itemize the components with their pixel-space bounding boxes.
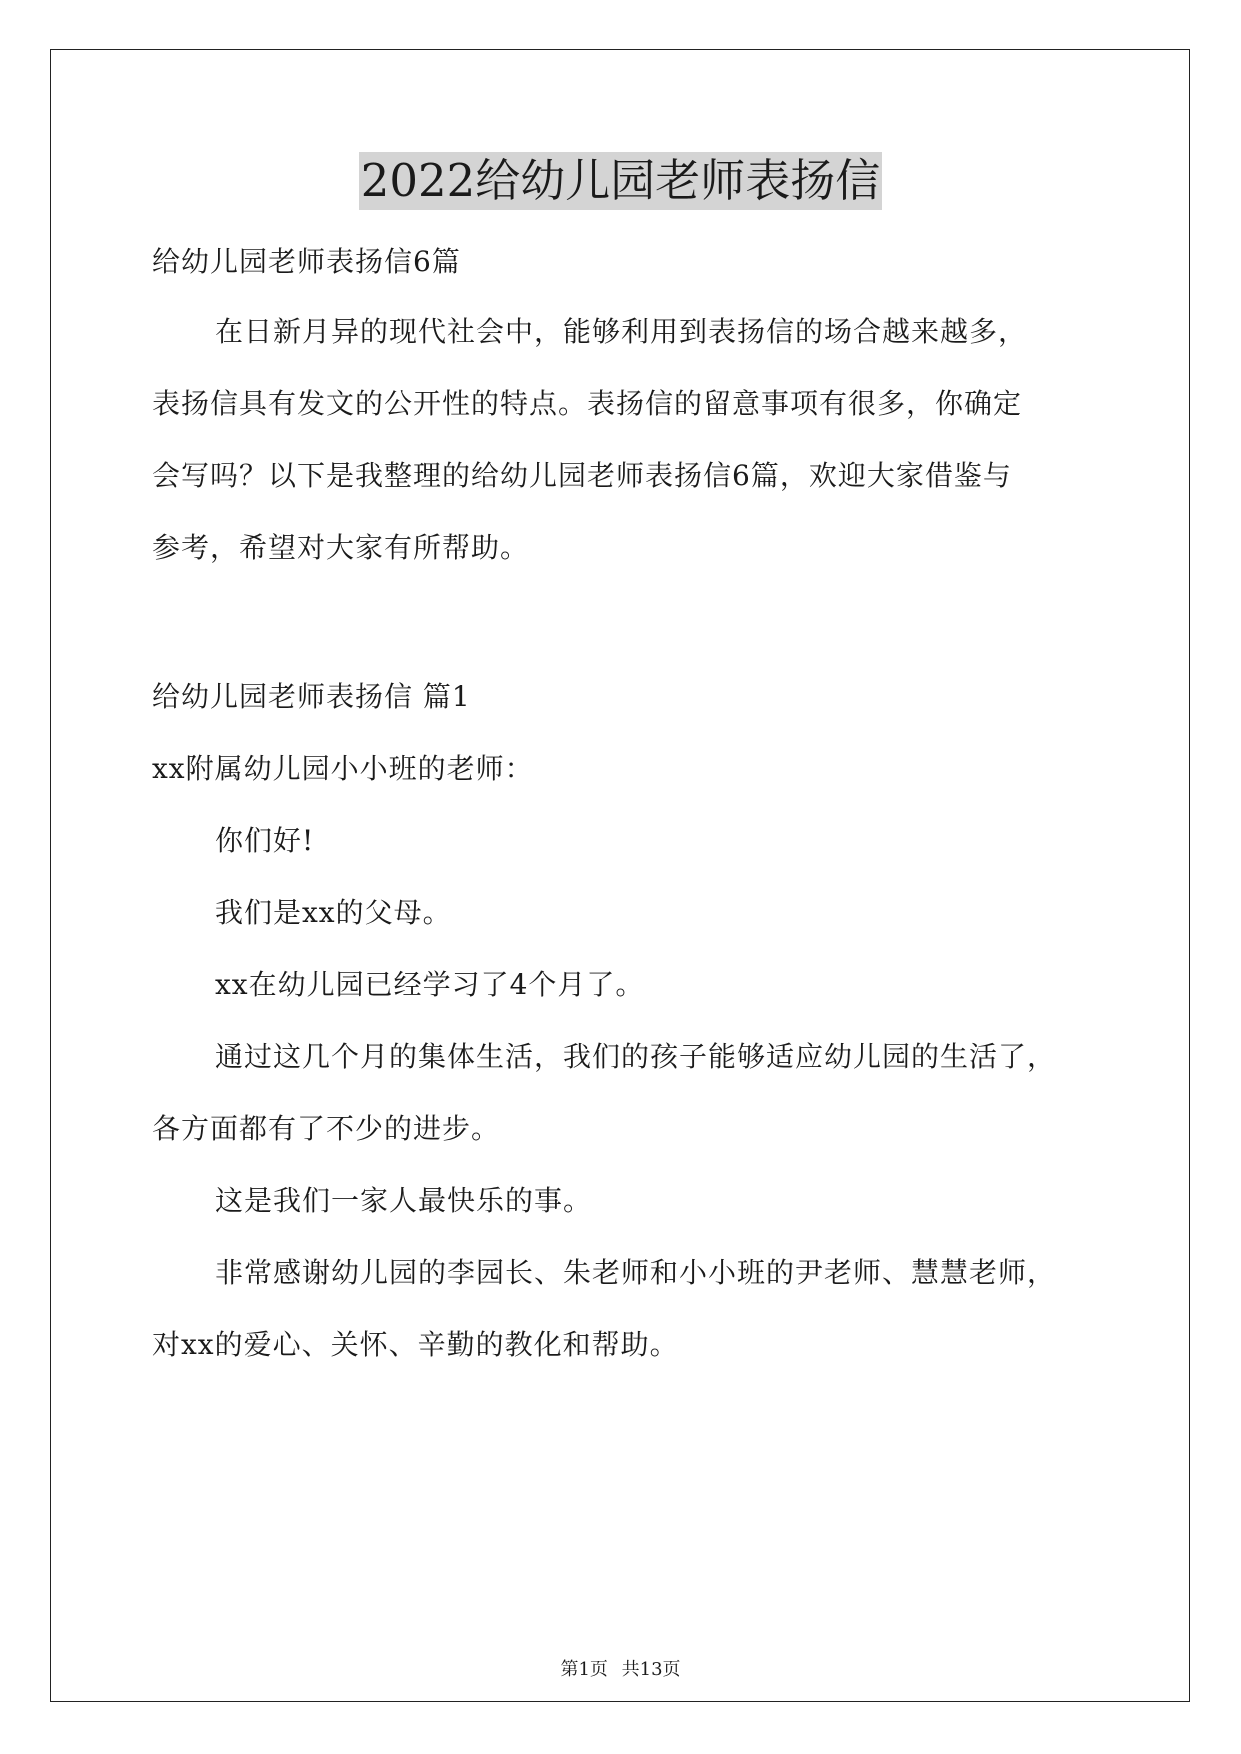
subtitle: 给幼儿园老师表扬信6篇 bbox=[152, 245, 461, 278]
page-footer bbox=[0, 1658, 1241, 1682]
body-line-7: 非常感谢幼儿园的李园长、朱老师和小小班的尹老师、慧慧老师， bbox=[215, 1256, 1057, 1289]
page-border bbox=[50, 49, 1190, 1702]
body-line-8: 对xx的爱心、关怀、辛勤的教化和帮助。 bbox=[152, 1328, 679, 1361]
intro-line-1: 在日新月异的现代社会中，能够利用到表扬信的场合越来越多， bbox=[215, 315, 1028, 348]
body-line-3: xx在幼儿园已经学习了4个月了。 bbox=[215, 968, 645, 1001]
body-line-6: 这是我们一家人最快乐的事。 bbox=[215, 1184, 593, 1217]
intro-line-4: 参考，希望对大家有所帮助。 bbox=[152, 531, 530, 564]
body-line-2: 我们是xx的父母。 bbox=[215, 896, 452, 929]
body-line-4: 通过这几个月的集体生活，我们的孩子能够适应幼儿园的生活了， bbox=[215, 1040, 1057, 1073]
body-line-1: 你们好! bbox=[215, 824, 315, 857]
title-wrapper bbox=[0, 152, 1241, 210]
intro-line-2: 表扬信具有发文的公开性的特点。表扬信的留意事项有很多，你确定 bbox=[152, 387, 1023, 420]
salutation: xx附属幼儿园小小班的老师： bbox=[152, 752, 534, 785]
section-heading: 给幼儿园老师表扬信 篇1 bbox=[152, 680, 471, 713]
body-line-5: 各方面都有了不少的进步。 bbox=[152, 1112, 501, 1145]
page-total: 共13页 bbox=[621, 1659, 681, 1680]
document-title: 2022给幼儿园老师表扬信 bbox=[359, 152, 883, 210]
page-number: 第1页 bbox=[560, 1659, 608, 1680]
intro-line-3: 会写吗？以下是我整理的给幼儿园老师表扬信6篇，欢迎大家借鉴与 bbox=[152, 459, 1012, 492]
